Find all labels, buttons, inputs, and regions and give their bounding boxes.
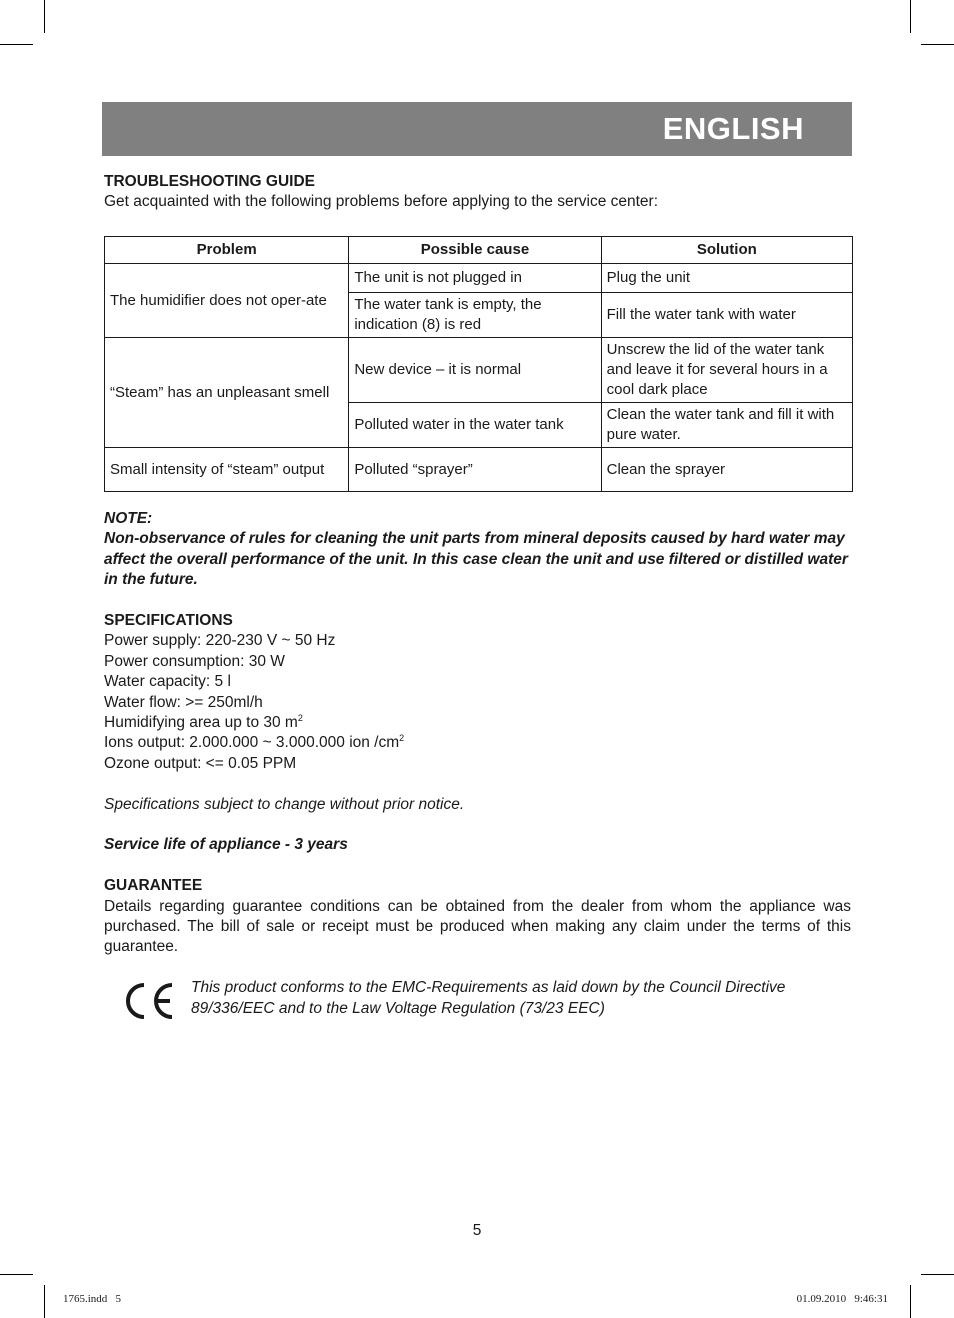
crop-mark xyxy=(0,44,33,45)
cause-cell: The water tank is empty, the indication (8) is red xyxy=(349,293,601,338)
crop-mark xyxy=(921,1274,954,1275)
spec-water-flow: Water flow: >= 250ml/h xyxy=(104,693,263,711)
specifications-heading: SPECIFICATIONS xyxy=(104,612,233,630)
column-header-cause: Possible cause xyxy=(349,237,601,264)
spec-change-notice: Specifications subject to change without prior notice. xyxy=(104,795,465,813)
problem-cell: Small intensity of “steam” output xyxy=(105,448,349,492)
table-row xyxy=(105,264,853,293)
troubleshooting-heading: TROUBLESHOOTING GUIDE xyxy=(104,173,315,190)
footer-file: 1765.indd 5 xyxy=(63,1293,122,1305)
crop-mark xyxy=(44,1285,45,1318)
note-text: Non-observance of rules for cleaning the unit parts from mineral deposits caused by hard water may affect the overall performance of the unit. In this case clean the unit and use filtered or distilled water in the future. xyxy=(104,530,848,589)
crop-mark xyxy=(44,0,45,33)
crop-mark xyxy=(0,1274,33,1275)
ce-mark-icon xyxy=(120,981,176,1021)
solution-cell: Fill the water tank with water xyxy=(601,293,852,338)
solution-cell: Clean the sprayer xyxy=(601,448,852,492)
footer-timestamp: 01.09.2010 9:46:31 xyxy=(796,1293,888,1305)
table-row xyxy=(105,448,853,492)
solution-cell: Plug the unit xyxy=(601,264,852,293)
spec-power-supply: Power supply: 220-230 V ~ 50 Hz xyxy=(104,632,336,650)
troubleshooting-intro: Get acquainted with the following problems before applying to the service center: xyxy=(104,193,659,211)
crop-mark xyxy=(910,1285,911,1318)
table-row xyxy=(105,338,853,403)
cause-cell: The unit is not plugged in xyxy=(349,264,601,293)
compliance-block xyxy=(120,977,852,1027)
crop-mark xyxy=(921,44,954,45)
problem-cell: “Steam” has an unpleasant smell xyxy=(105,338,349,448)
lower-content xyxy=(104,509,851,958)
cause-cell: New device – it is normal xyxy=(349,338,601,403)
spec-humidifying-area: Humidifying area up to 30 $m^2$ xyxy=(104,713,303,732)
problem-cell: The humidifier does not oper-ate xyxy=(105,264,349,338)
column-header-problem: Problem xyxy=(105,237,349,264)
language-banner xyxy=(102,102,852,156)
spec-ozone-output: Ozone output: <= 0.05 PPM xyxy=(104,754,297,772)
solution-cell: Clean the water tank and fill it with pure water. xyxy=(601,403,852,448)
service-life: Service life of appliance - 3 years xyxy=(104,836,348,854)
page-number: 5 xyxy=(472,1222,482,1239)
spec-ions-output: Ions output: 2.000.000 ~ 3.000.000 ion $/cm^2$ xyxy=(104,733,405,752)
solution-cell: Unscrew the lid of the water tank and leave it for several hours in a cool dark place xyxy=(601,338,852,403)
cause-cell: Polluted water in the water tank xyxy=(349,403,601,448)
table-header-row xyxy=(105,237,853,264)
cause-cell: Polluted “sprayer” xyxy=(349,448,601,492)
column-header-solution: Solution xyxy=(601,237,852,264)
spec-power-consumption: Power consumption: 30 W xyxy=(104,652,285,670)
language-title: ENGLISH xyxy=(662,111,804,146)
compliance-text: This product conforms to the EMC-Requirements as laid down by the Council Directive 89/336/EEC and to the Law Voltage Regulation (73/23 EEC) xyxy=(191,979,786,1017)
spec-water-capacity: Water capacity: 5 l xyxy=(104,673,231,691)
crop-mark xyxy=(910,0,911,33)
troubleshooting-table xyxy=(104,236,853,492)
guarantee-text: Details regarding guarantee conditions can be obtained from the dealer from whom the appliance was purchased. The bill of sale or receipt must be produced when making any claim under the terms of this guarantee. xyxy=(104,897,851,956)
note-label: NOTE: xyxy=(104,510,153,527)
troubleshooting-section xyxy=(104,172,851,213)
guarantee-heading: GUARANTEE xyxy=(104,877,203,895)
